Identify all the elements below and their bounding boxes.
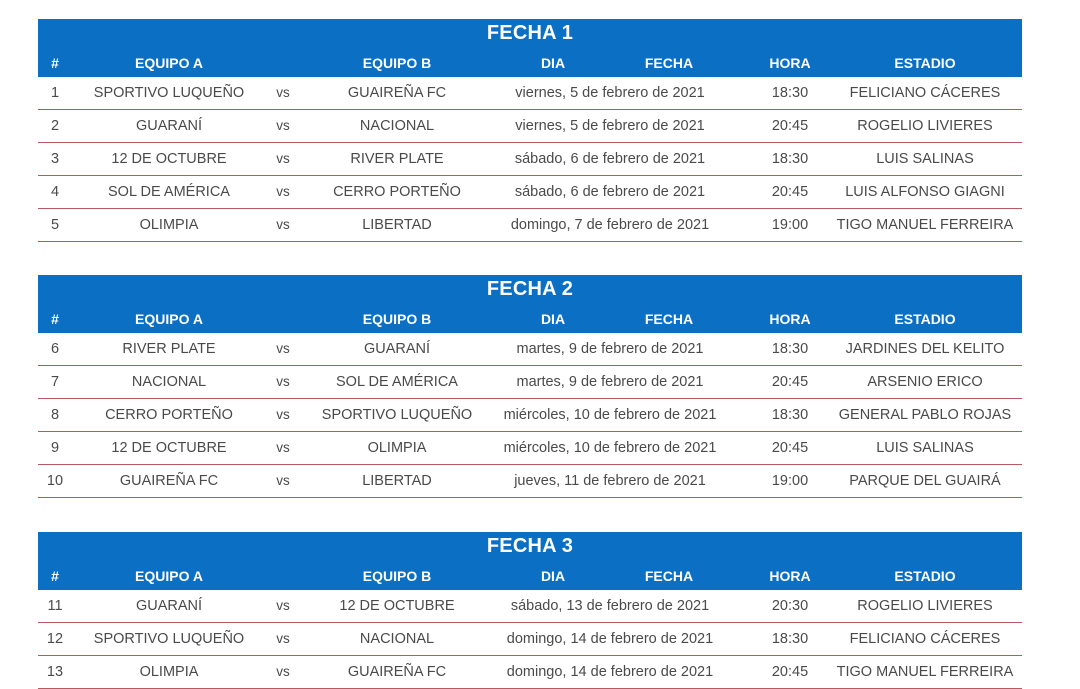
match-row — [38, 333, 1022, 366]
match-number: 1 — [50, 85, 60, 101]
match-time: 20:45 — [771, 184, 809, 200]
team-b: RIVER PLATE — [350, 151, 444, 167]
match-row — [38, 176, 1022, 209]
stadium: LUIS SALINAS — [876, 440, 974, 456]
team-b: NACIONAL — [359, 118, 435, 134]
column-headers — [38, 568, 1022, 588]
match-number: 2 — [50, 118, 60, 134]
match-time: 20:45 — [771, 118, 809, 134]
vs-label: vs — [276, 374, 290, 389]
match-time: 18:30 — [771, 151, 809, 167]
match-number: 11 — [47, 598, 63, 614]
match-time: 18:30 — [771, 85, 809, 101]
team-b: 12 DE OCTUBRE — [339, 598, 455, 614]
team-a: OLIMPIA — [139, 664, 199, 680]
stadium: ROGELIO LIVIERES — [857, 598, 993, 614]
col-hora: HORA — [769, 311, 811, 327]
round-table-2 — [38, 275, 1022, 498]
match-row — [38, 623, 1022, 656]
team-b: GUARANÍ — [363, 341, 431, 357]
team-b: CERRO PORTEÑO — [333, 184, 461, 200]
round-table-3 — [38, 532, 1022, 689]
match-number: 9 — [50, 440, 60, 456]
vs-label: vs — [276, 151, 290, 166]
vs-label: vs — [276, 217, 290, 232]
match-date: viernes, 5 de febrero de 2021 — [515, 118, 705, 134]
match-date: martes, 9 de febrero de 2021 — [516, 374, 704, 390]
match-time: 20:45 — [771, 664, 809, 680]
col-estadio: ESTADIO — [894, 311, 956, 327]
match-number: 10 — [46, 473, 64, 489]
team-a: SPORTIVO LUQUEÑO — [93, 85, 245, 101]
match-date: sábado, 6 de febrero de 2021 — [514, 151, 706, 167]
match-row — [38, 209, 1022, 242]
match-date: domingo, 14 de febrero de 2021 — [506, 664, 714, 680]
col-estadio: ESTADIO — [894, 55, 956, 71]
match-time: 18:30 — [771, 631, 809, 647]
stadium: LUIS SALINAS — [876, 151, 974, 167]
round-header — [38, 275, 1022, 333]
vs-label: vs — [276, 407, 290, 422]
vs-label: vs — [276, 473, 290, 488]
team-a: CERRO PORTEÑO — [105, 407, 233, 423]
col-hora: HORA — [769, 568, 811, 584]
match-date: domingo, 7 de febrero de 2021 — [510, 217, 710, 233]
col-num: # — [51, 311, 59, 327]
stadium: TIGO MANUEL FERREIRA — [836, 664, 1014, 680]
col-estadio: ESTADIO — [894, 568, 956, 584]
team-b: OLIMPIA — [367, 440, 427, 456]
col-dia: DIA — [540, 568, 566, 584]
match-number: 3 — [50, 151, 60, 167]
match-date: sábado, 6 de febrero de 2021 — [514, 184, 706, 200]
match-time: 19:00 — [771, 217, 809, 233]
match-row — [38, 399, 1022, 432]
match-date: jueves, 11 de febrero de 2021 — [514, 473, 706, 489]
round-title: FECHA 2 — [486, 278, 574, 300]
column-headers — [38, 311, 1022, 331]
match-row — [38, 366, 1022, 399]
team-a: 12 DE OCTUBRE — [111, 151, 227, 167]
team-b: LIBERTAD — [362, 473, 432, 489]
col-num: # — [51, 55, 59, 71]
vs-label: vs — [276, 184, 290, 199]
match-number: 8 — [50, 407, 60, 423]
match-row — [38, 656, 1022, 689]
match-date: miércoles, 10 de febrero de 2021 — [503, 440, 717, 456]
col-num: # — [51, 568, 59, 584]
match-number: 13 — [46, 664, 64, 680]
team-a: SOL DE AMÉRICA — [108, 184, 230, 200]
team-b: SPORTIVO LUQUEÑO — [321, 407, 473, 423]
col-team-b: EQUIPO B — [362, 568, 432, 584]
stadium: GENERAL PABLO ROJAS — [838, 407, 1012, 423]
round-title: FECHA 3 — [486, 535, 574, 557]
column-headers — [38, 55, 1022, 75]
match-row — [38, 465, 1022, 498]
col-dia: DIA — [540, 311, 566, 327]
col-team-a: EQUIPO A — [135, 568, 203, 584]
match-time: 19:00 — [771, 473, 809, 489]
vs-label: vs — [276, 341, 290, 356]
match-time: 20:30 — [771, 598, 809, 614]
match-date: viernes, 5 de febrero de 2021 — [515, 85, 705, 101]
col-team-b: EQUIPO B — [362, 55, 432, 71]
match-number: 4 — [50, 184, 60, 200]
match-number: 6 — [50, 341, 60, 357]
match-time: 20:45 — [771, 374, 809, 390]
team-a: SPORTIVO LUQUEÑO — [93, 631, 245, 647]
team-b: GUAIREÑA FC — [347, 664, 447, 680]
match-number: 5 — [50, 217, 60, 233]
team-b: SOL DE AMÉRICA — [336, 374, 458, 390]
team-a: RIVER PLATE — [122, 341, 216, 357]
col-team-b: EQUIPO B — [362, 311, 432, 327]
round-title: FECHA 1 — [486, 22, 574, 44]
match-row — [38, 590, 1022, 623]
team-a: GUAIREÑA FC — [119, 473, 219, 489]
team-a: OLIMPIA — [139, 217, 199, 233]
match-time: 18:30 — [771, 407, 809, 423]
col-team-a: EQUIPO A — [135, 311, 203, 327]
match-date: sábado, 13 de febrero de 2021 — [510, 598, 710, 614]
team-b: LIBERTAD — [362, 217, 432, 233]
vs-label: vs — [276, 85, 290, 100]
stadium: FELICIANO CÁCERES — [849, 85, 1001, 101]
team-a: NACIONAL — [131, 374, 207, 390]
stadium: FELICIANO CÁCERES — [849, 631, 1001, 647]
team-a: 12 DE OCTUBRE — [111, 440, 227, 456]
stadium: ROGELIO LIVIERES — [857, 118, 993, 134]
match-row — [38, 77, 1022, 110]
team-b: GUAIREÑA FC — [347, 85, 447, 101]
stadium: ARSENIO ERICO — [867, 374, 983, 390]
round-table-1 — [38, 19, 1022, 242]
match-number: 12 — [46, 631, 64, 647]
match-row — [38, 110, 1022, 143]
match-time: 20:45 — [771, 440, 809, 456]
col-dia: DIA — [540, 55, 566, 71]
vs-label: vs — [276, 664, 290, 679]
vs-label: vs — [276, 118, 290, 133]
match-date: martes, 9 de febrero de 2021 — [516, 341, 704, 357]
col-fecha: FECHA — [644, 568, 694, 584]
team-b: NACIONAL — [359, 631, 435, 647]
stadium: TIGO MANUEL FERREIRA — [836, 217, 1014, 233]
match-row — [38, 432, 1022, 465]
team-a: GUARANÍ — [135, 118, 203, 134]
match-date: miércoles, 10 de febrero de 2021 — [503, 407, 717, 423]
stadium: LUIS ALFONSO GIAGNI — [845, 184, 1005, 200]
vs-label: vs — [276, 598, 290, 613]
round-header — [38, 19, 1022, 77]
team-a: GUARANÍ — [135, 598, 203, 614]
vs-label: vs — [276, 631, 290, 646]
stadium: PARQUE DEL GUAIRÁ — [849, 473, 1001, 489]
match-number: 7 — [50, 374, 60, 390]
round-header — [38, 532, 1022, 590]
match-date: domingo, 14 de febrero de 2021 — [506, 631, 714, 647]
col-fecha: FECHA — [644, 55, 694, 71]
col-fecha: FECHA — [644, 311, 694, 327]
col-team-a: EQUIPO A — [135, 55, 203, 71]
col-hora: HORA — [769, 55, 811, 71]
match-row — [38, 143, 1022, 176]
match-time: 18:30 — [771, 341, 809, 357]
vs-label: vs — [276, 440, 290, 455]
stadium: JARDINES DEL KELITO — [845, 341, 1005, 357]
